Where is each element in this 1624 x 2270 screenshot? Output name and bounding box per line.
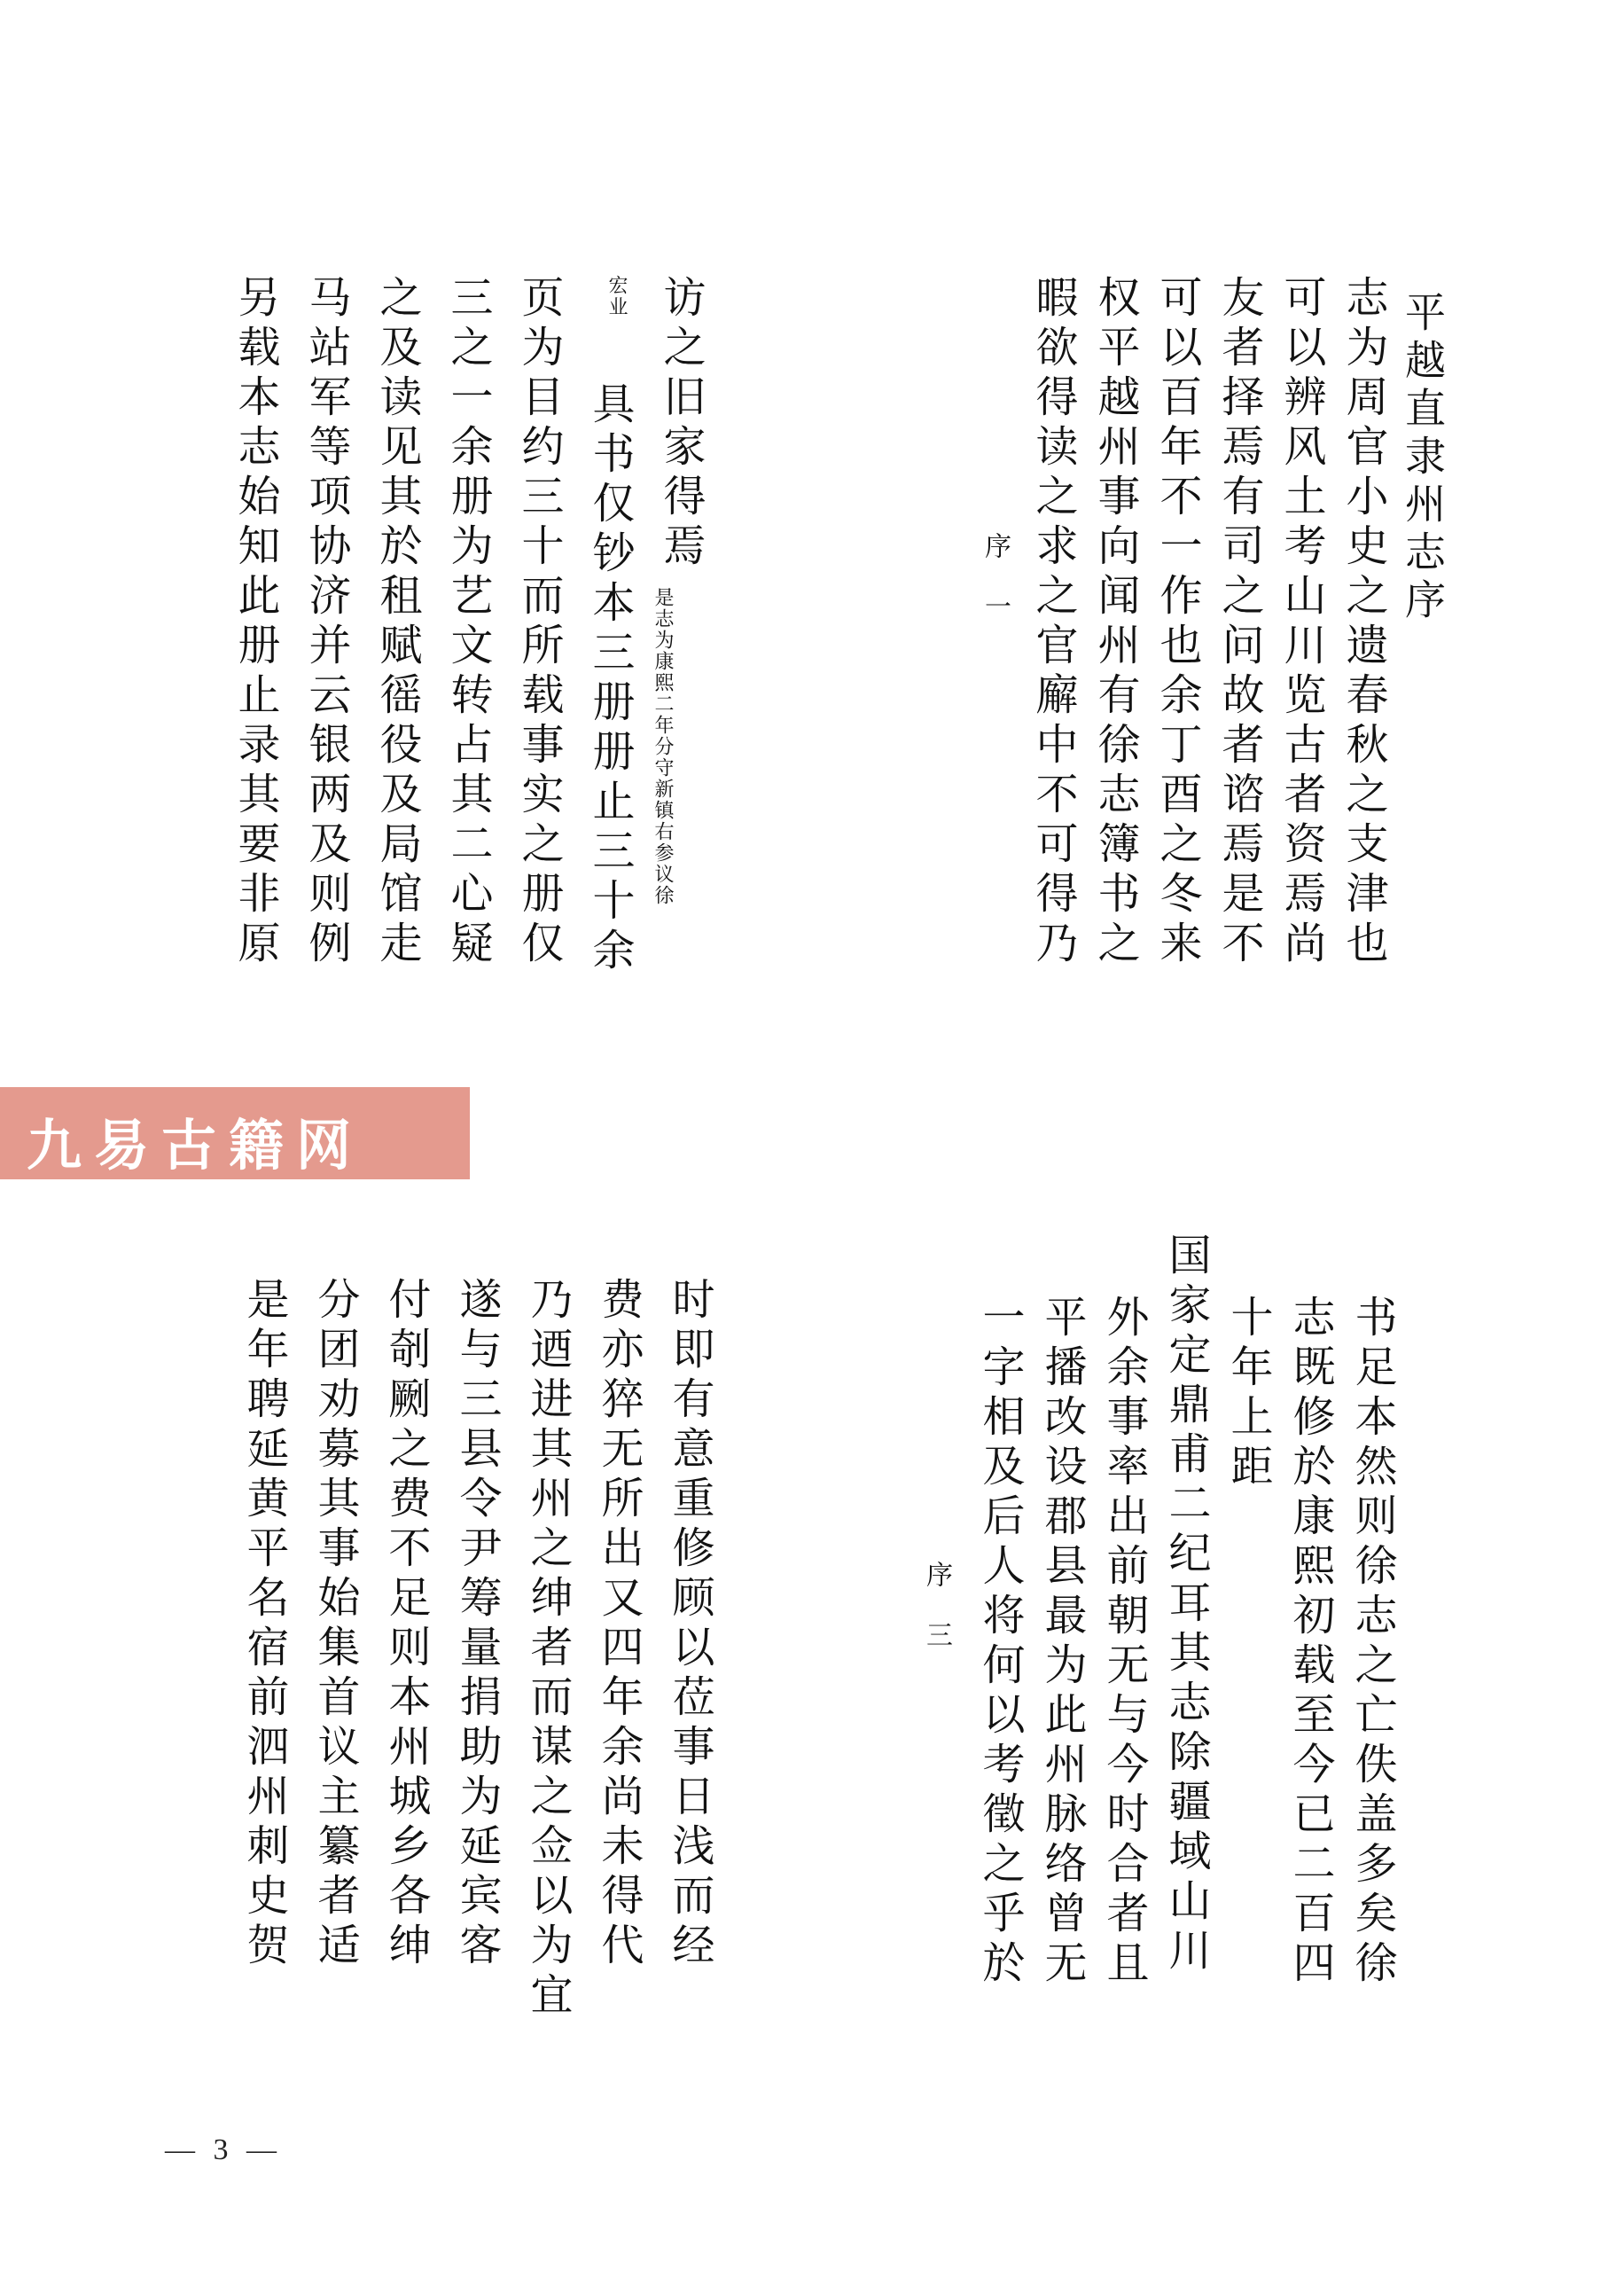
text-column: 乃迺进其州之绅者而谋之佥以为宜 [523,1277,573,2022]
text-column: 马站军等项协济并云银两及则例 [301,275,351,970]
watermark-banner [0,1087,470,1179]
preface-top-right [975,266,1472,1046]
preface-bottom-right [904,1233,1454,2048]
interlinear-note: 是志为康熙二年分守新镇右参议徐 [652,587,674,906]
preface-title: 平越直隶州志序 [1399,291,1447,626]
text-column: 遂与三县令尹筹量捐助为延宾客 [452,1277,502,1972]
text-column: 外余事率出前朝无与今时合者且 [1099,1295,1149,1990]
text-column: 平播改设郡县最为此州脉络曾无 [1037,1295,1087,1990]
text-column: 费亦猝无所出又四年余尚未得代 [594,1277,644,1972]
text-column: 志既修於康熙初载至今已二百四 [1285,1295,1335,1990]
text-column: 之及读见其於租赋徭役及局馆走 [372,275,422,970]
text-column: 友者择焉有司之问故者谘焉是不 [1214,275,1264,970]
text-column: 志为周官小史之遗春秋之支津也 [1339,275,1388,970]
text-column-raised: 国家定鼎甫二纪耳其志除疆域山川 [1161,1233,1211,1977]
text-column: 时即有意重修顾以莅事日浅而经 [665,1277,714,1972]
text-column: 暇欲得读之求之官廨中不可得乃 [1028,275,1078,970]
text-column: 另载本志始知此册止录其要非原 [230,275,280,970]
text-column: 三之一余册为艺文转占其二心疑 [443,275,493,970]
text-column: 是年聘延黄平名宿前泗州刺史贺 [239,1277,289,1972]
text-column: 付剞劂之费不足则本州城乡各绅 [381,1277,431,1972]
text-column: 十年上距 [1223,1295,1273,1493]
text-column: 可以百年不一作也余丁酉之冬来 [1152,275,1202,970]
text-column: 可以辨风土考山川览古者资焉尚 [1277,275,1326,970]
section-footer: 序 三 [921,1561,952,1651]
text-column: 一字相及后人将何以考徵之乎於 [975,1295,1025,1990]
text-column: 分团劝募其事始集首议主纂者适 [310,1277,360,1972]
text-column: 页为目约三十而所载事实之册仅 [514,275,564,970]
preface-top-left [230,266,727,1046]
text-column: 权平越州事向闻州有徐志簿书之 [1090,275,1140,970]
text-column: 具书仅钞本三册册止三十余 [585,381,635,977]
section-footer: 序 一 [980,532,1011,622]
interlinear-note: 宏业 [605,275,628,317]
text-column: 访之旧家得焉 [656,275,706,573]
preface-bottom-left [239,1277,736,2057]
page-number: — 3 — [165,2133,282,2166]
text-column: 书足本然则徐志之亡佚盖多矣徐 [1347,1295,1397,1990]
watermark-text: 九易古籍网 [27,1113,364,1178]
